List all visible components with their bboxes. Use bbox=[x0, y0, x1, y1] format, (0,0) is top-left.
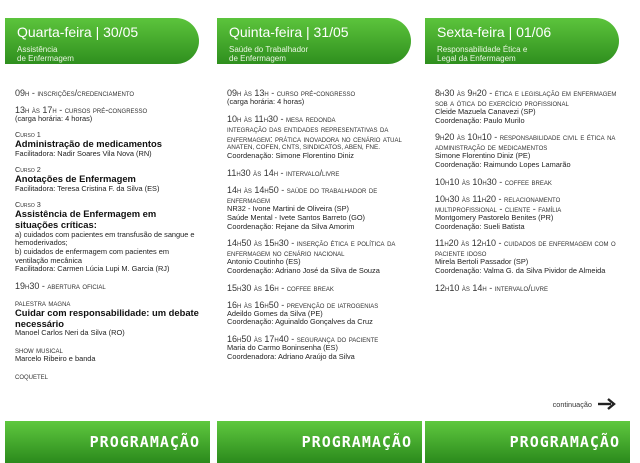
footer-label: PROGRAMAÇÃO bbox=[89, 433, 200, 451]
schedule-time: 10h às 11h30 - mesa redonda bbox=[227, 113, 336, 124]
schedule-time: 19h30 - abertura oficial bbox=[15, 281, 106, 292]
event-label: coquetel bbox=[15, 370, 49, 381]
schedule-time: 12h10 às 14h - intervalo/livre bbox=[435, 282, 548, 293]
speaker: Manoel Carlos Neri da Silva (RO) bbox=[15, 328, 125, 338]
schedule-time: 13h às 17h - cursos pré-congresso bbox=[15, 105, 148, 115]
schedule-time: 8h30 às 9h20 - ética e legislação em enfermagem sob a ótica do exercício profissional bbox=[435, 88, 617, 108]
day-title: Sexta-feira | 01/06 bbox=[437, 24, 552, 40]
coordination: Coordenação: Raimundo Lopes Lamarão bbox=[435, 160, 571, 170]
entities: ANATEN, COFEN, CNTS, SINDICATOS, ABEN, FNE. bbox=[227, 143, 381, 151]
schedule-time: 11h20 às 12h10 - cuidados de enfermagem com o paciente idoso bbox=[435, 238, 616, 259]
day-header bbox=[217, 0, 422, 64]
day-column-wednesday bbox=[5, 0, 210, 463]
coordination: Coordenadora: Adriano Araújo da Silva bbox=[227, 351, 355, 361]
schedule-time: 9h20 às 10h10 - responsabilidade civil e ética na administração de medicamentos bbox=[435, 132, 616, 153]
footer-label: PROGRAMAÇÃO bbox=[509, 433, 620, 451]
day-title: Quarta-feira | 30/05 bbox=[17, 24, 139, 40]
coordination: Coordenação: Paulo Murilo bbox=[435, 115, 525, 125]
footer-band bbox=[217, 421, 422, 463]
day-theme bbox=[437, 45, 527, 63]
event-label: palestra magna bbox=[15, 298, 71, 309]
event-label: show musical bbox=[15, 345, 63, 355]
course-topic: b) cuidados de enfermagem com pacientes em ventilação mecânica bbox=[15, 247, 170, 265]
footer-label: PROGRAMAÇÃO bbox=[301, 433, 412, 451]
day-theme bbox=[229, 45, 308, 63]
schedule-time: 14h50 às 15h30 - inserção ética e política da enfermagem no cenário nacional bbox=[227, 238, 396, 259]
session-title: integração das entidades representativas da enfermagem: prática inovadora no cenário atual bbox=[227, 123, 402, 144]
coordination: Coordenação: Adriano José da Silva de Souza bbox=[227, 265, 380, 275]
course-label: Curso 3 bbox=[15, 199, 41, 209]
coordination: Coordenação: Simone Florentino Diniz bbox=[227, 151, 354, 161]
coordination: Coordenação: Valma G. da Silva Pividor de Almeida bbox=[435, 265, 606, 275]
day-column-thursday bbox=[217, 0, 422, 463]
day-header bbox=[425, 0, 630, 64]
course-label: Curso 2 bbox=[15, 164, 41, 174]
theme-line: de Enfermagem bbox=[229, 54, 286, 63]
schedule-list bbox=[15, 88, 201, 388]
day-theme bbox=[17, 45, 74, 63]
day-tab bbox=[5, 18, 199, 64]
coordination: Coordenação: Aguinaldo Gonçalves da Cruz bbox=[227, 317, 373, 327]
schedule-time: 16h50 às 17h40 - segurança do paciente bbox=[227, 334, 379, 345]
speaker: Simone Florentino Diniz (PE) bbox=[435, 151, 531, 161]
coordination: Coordenação: Sueli Batista bbox=[435, 221, 525, 231]
continuation-label: continuação bbox=[552, 399, 592, 409]
theme-line: Legal da Enfermagem bbox=[437, 54, 516, 63]
schedule-time: 15h30 às 16h - coffee break bbox=[227, 282, 334, 293]
schedule-list bbox=[435, 88, 621, 300]
coordination: Coordenação: Rejane da Silva Amorim bbox=[227, 221, 355, 231]
schedule-list bbox=[227, 88, 413, 368]
schedule-time: 11h30 às 14h - intervalo/livre bbox=[227, 168, 340, 179]
schedule-time: 14h às 14h50 - saúde do trabalhador de enfermagem bbox=[227, 185, 378, 206]
speaker: Cleide Mazuela Canavezi (SP) bbox=[435, 107, 536, 116]
schedule-time: 09h às 13h - curso pré-congresso bbox=[227, 88, 356, 98]
course-title: Anotações de Enfermagem bbox=[15, 173, 136, 185]
course-title: Assistência de Enfermagem em situações críticas: bbox=[15, 208, 157, 230]
course-topic: a) cuidados com pacientes em transfusão de sangue e hemoderivados; bbox=[15, 229, 195, 248]
schedule-time: 16h às 16h50 - prevenção de iatrogenias bbox=[227, 299, 379, 310]
theme-line: Responsabilidade Ética e bbox=[437, 45, 528, 54]
speaker: Saúde Mental - Ivete Santos Barreto (GO) bbox=[227, 212, 366, 222]
footer-band bbox=[425, 421, 630, 463]
schedule-time: 09h - inscrições/credenciamento bbox=[15, 88, 135, 98]
day-column-friday bbox=[425, 0, 630, 463]
performer: Marcelo Ribeiro e banda bbox=[15, 354, 96, 363]
speaker: Antonio Coutinho (ES) bbox=[227, 257, 301, 267]
day-header bbox=[5, 0, 210, 64]
speaker: Mirela Bertoli Passador (SP) bbox=[435, 257, 529, 267]
speaker: Montgomery Pastorelo Benites (PR) bbox=[435, 212, 554, 222]
arrow-right-icon bbox=[598, 398, 616, 410]
schedule-time: 10h30 às 11h20 - relacionamento multiprofissional - cliente - família bbox=[435, 193, 562, 214]
course-label: Curso 1 bbox=[15, 129, 41, 139]
speaker: Adeildo Gomes da Silva (PE) bbox=[227, 308, 323, 318]
schedule-time: 10h10 às 10h30 - coffee break bbox=[435, 176, 552, 187]
theme-line: Saúde do Trabalhador bbox=[229, 45, 309, 54]
theme-line: Assistência bbox=[17, 45, 58, 54]
lecture-title: Cuidar com responsabilidade: um debate necessário bbox=[15, 307, 199, 329]
schedule-note: (carga horária: 4 horas) bbox=[227, 97, 305, 106]
speaker: Maria do Carmo Boninsenha (ES) bbox=[227, 343, 338, 353]
footer-band bbox=[5, 421, 210, 463]
facilitator: Facilitadora: Teresa Cristina F. da Silva (ES) bbox=[15, 184, 160, 193]
facilitator: Facilitadora: Nadir Soares Vila Nova (RN) bbox=[15, 149, 152, 158]
schedule-note: (carga horária: 4 horas) bbox=[15, 114, 93, 123]
theme-line: de Enfermagem bbox=[17, 54, 74, 63]
facilitator: Facilitadora: Carmen Lúcia Lupi M. Garcia (RJ) bbox=[15, 264, 170, 274]
continuation-link[interactable] bbox=[553, 398, 616, 410]
day-tab bbox=[217, 18, 411, 64]
day-title: Quinta-feira | 31/05 bbox=[229, 24, 349, 40]
speaker: NR32 - Ivone Martini de Oliveira (SP) bbox=[227, 204, 349, 214]
day-tab bbox=[425, 18, 619, 64]
course-title: Administração de medicamentos bbox=[15, 138, 162, 150]
